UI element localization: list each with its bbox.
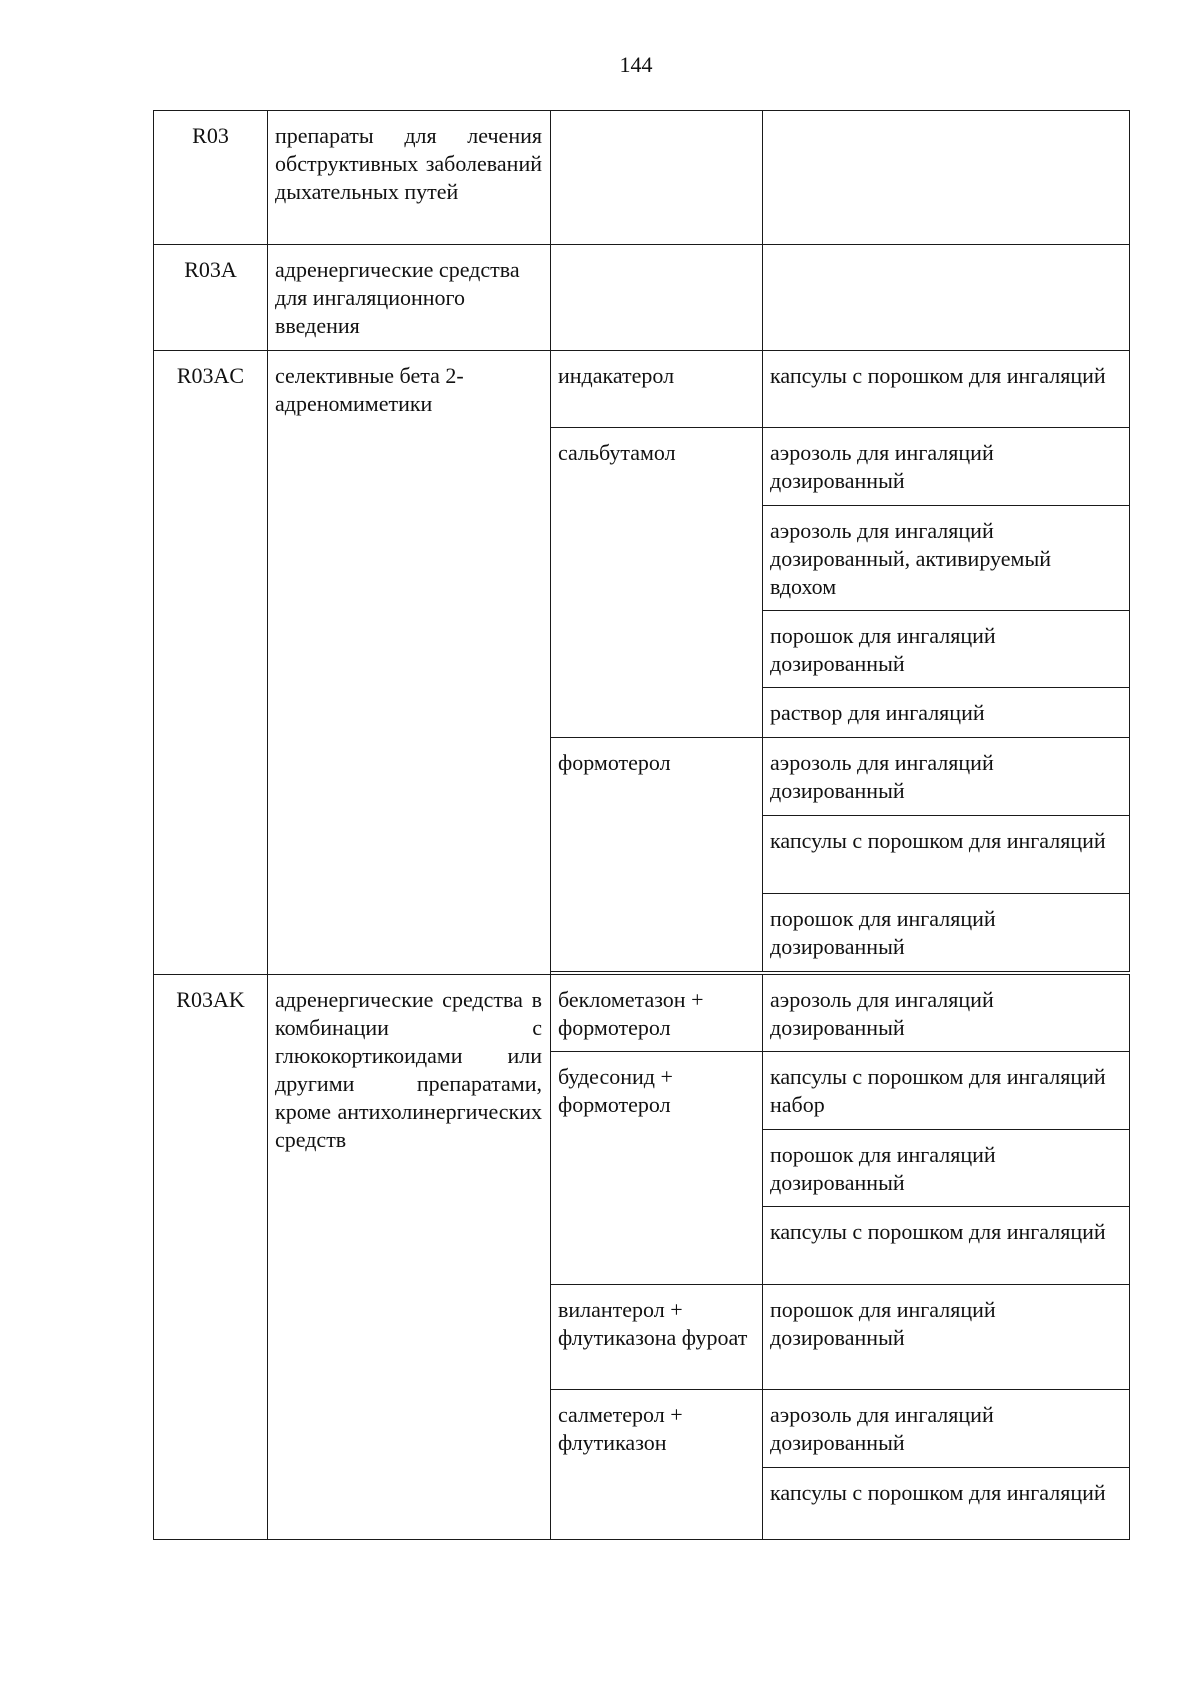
dosage-form-cell: аэрозоль для ингаляций дозированный: [763, 428, 1130, 506]
atc-code-cell: R03AK: [154, 975, 268, 1540]
dosage-form-cell: капсулы с порошком для ингаляций: [763, 816, 1130, 894]
substance-cell: салметерол + флутиказон: [551, 1390, 763, 1540]
substance-cell: формотерол: [551, 738, 763, 972]
group-name-cell: адренергические средства для ингаляционного введения: [268, 245, 551, 351]
table-row: [154, 111, 1130, 245]
atc-code-cell: R03: [154, 111, 268, 245]
dosage-form-cell: раствор для ингаляций: [763, 688, 1130, 738]
dosage-form-cell: аэрозоль для ингаляций дозированный, активируемый вдохом: [763, 506, 1130, 611]
dosage-form-cell: аэрозоль для ингаляций дозированный: [763, 975, 1130, 1052]
dosage-form-cell: капсулы с порошком для ингаляций: [763, 351, 1130, 428]
group-name-cell: селективные бета 2-адреномиметики: [268, 351, 551, 975]
dosage-form-cell: аэрозоль для ингаляций дозированный: [763, 738, 1130, 816]
dosage-form-cell-empty: [763, 245, 1130, 351]
dosage-form-cell: капсулы с порошком для ингаляций: [763, 1207, 1130, 1285]
dosage-form-cell: порошок для ингаляций дозированный: [763, 611, 1130, 688]
dosage-form-cell: порошок для ингаляций дозированный: [763, 1285, 1130, 1390]
table-row: [154, 351, 1130, 428]
dosage-form-cell-empty: [763, 111, 1130, 245]
table-row: [154, 975, 1130, 1052]
group-name-cell: адренергические средства в комбинации с глюкокортикоидами или другими препаратами, кроме антихолинергических средств: [268, 975, 551, 1540]
substance-cell: индакатерол: [551, 351, 763, 428]
dosage-form-cell: аэрозоль для ингаляций дозированный: [763, 1390, 1130, 1468]
dosage-form-cell: капсулы с порошком для ингаляций: [763, 1468, 1130, 1540]
substance-cell: вилантерол + флутиказона фуроат: [551, 1285, 763, 1390]
page-number: 144: [619, 52, 653, 77]
dosage-form-cell: капсулы с порошком для ингаляций набор: [763, 1052, 1130, 1130]
dosage-form-cell: порошок для ингаляций дозированный: [763, 1130, 1130, 1207]
atc-code-cell: R03A: [154, 245, 268, 351]
table-row: [154, 245, 1130, 351]
substance-cell: сальбутамол: [551, 428, 763, 738]
substance-cell-empty: [551, 245, 763, 351]
group-name-cell: препараты для лечения обструктивных заболеваний дыхательных путей: [268, 111, 551, 245]
atc-code-cell: R03AC: [154, 351, 268, 975]
drug-classification-table: [153, 110, 1130, 1540]
dosage-form-cell: порошок для ингаляций дозированный: [763, 894, 1130, 972]
substance-cell-empty: [551, 111, 763, 245]
substance-cell: беклометазон + формотерол: [551, 975, 763, 1052]
substance-cell: будесонид + формотерол: [551, 1052, 763, 1285]
